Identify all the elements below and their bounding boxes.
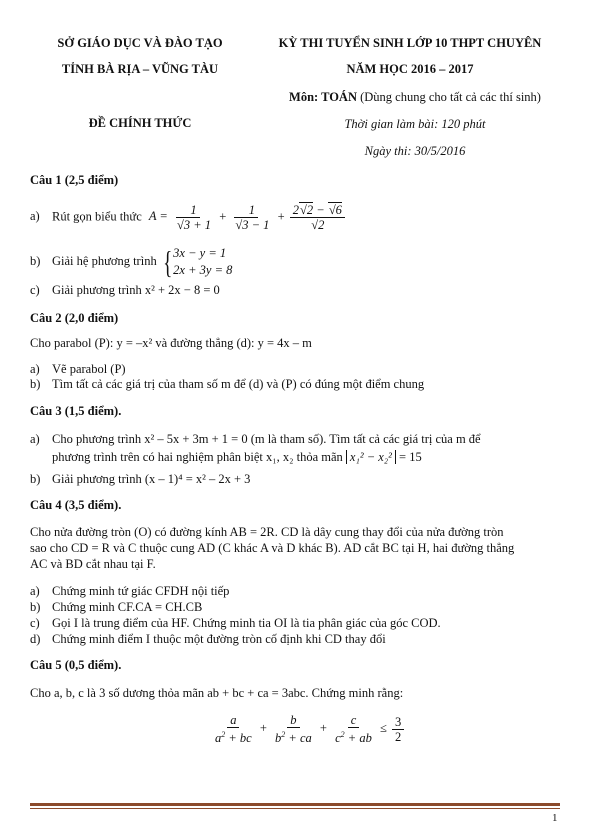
duration-text: Thời gian làm bài: 120 phút: [344, 117, 486, 131]
item-text: Giải phương trình (x – 1)⁴ = x² – 2x + 3: [52, 472, 251, 486]
item-label: a): [30, 584, 40, 598]
header-left: [20, 30, 260, 82]
leq-sign: ≤: [379, 720, 387, 735]
question-4b: [30, 600, 202, 615]
fraction-b: $\frac{b}{b^2 + ca}$: [275, 713, 312, 746]
question-4c: [30, 616, 441, 631]
subject-note: (Dùng chung cho tất cả các thí sinh): [356, 90, 541, 104]
item-label: c): [30, 283, 40, 297]
item-label: d): [30, 632, 41, 646]
absolute-value: x₁² − x₂²: [346, 450, 396, 464]
item-text: Cho phương trình x² – 5x + 3m + 1 = 0 (m là tham số). Tìm tất cả các giá trị của m để: [52, 432, 481, 446]
question-4a: [30, 584, 229, 599]
question-2b: [30, 377, 424, 392]
question-1-title: Câu 1 (2,5 điểm): [30, 173, 119, 187]
equation-2: 2x + 3y = 8: [173, 263, 233, 277]
item-label: b): [30, 377, 41, 391]
footer-rule-thin: [30, 808, 560, 809]
equation-rhs: = 15: [399, 450, 422, 464]
item-label: a): [30, 432, 40, 446]
department-name: SỞ GIÁO DỤC VÀ ĐÀO TẠO: [57, 36, 223, 50]
item-text: Chứng minh điểm I thuộc một đường tròn cố định khi CD thay đổi: [52, 632, 386, 646]
question-3a-line2: [52, 450, 422, 465]
fraction-three-halves: $\frac{3}{2}$: [392, 715, 404, 744]
item-label: b): [30, 472, 41, 486]
question-1b: [30, 245, 232, 279]
question-4-intro-2: sao cho CD = R và C thuộc cung AD (C khác A và D khác B). AD cắt BC tại H, hai đường thẳng: [30, 541, 515, 555]
item-label: b): [30, 253, 41, 268]
question-1a: a) Rút gọn biểu thức A = $\frac{1}{√3 + 1}$ + $\frac{1}{√3 - 1}$ + $\frac{2√2 - √6}{√2}$: [30, 203, 347, 232]
fraction-a: $\frac{a}{a^2 + bc}$: [215, 713, 252, 746]
item-text: Gọi I là trung điểm của HF. Chứng minh tia OI là tia phân giác của góc COD.: [52, 616, 441, 630]
question-1c: [30, 283, 220, 298]
header-right: [240, 30, 580, 82]
question-2a: [30, 362, 126, 377]
item-text: Rút gọn biểu thức: [52, 209, 142, 224]
system-brace: {: [162, 244, 173, 280]
question-4d: [30, 632, 386, 647]
question-4-intro-3: AC và BD cắt nhau tại F.: [30, 557, 156, 571]
inequality: $\frac{a}{a^2 + bc}$ + $\frac{b}{b^2 + ca}$ + $\frac{c}{c^2 + ab}$ ≤ $\frac{3}{2}$: [210, 713, 406, 745]
subject-label: Môn: TOÁN: [289, 90, 357, 104]
equation-1: 3x − y = 1: [173, 246, 227, 260]
question-4-title: Câu 4 (3,5 điểm).: [30, 498, 122, 512]
exam-name: KỲ THI TUYỂN SINH LỚP 10 THPT CHUYÊN: [278, 36, 542, 50]
exam-date: Ngày thi: 30/5/2016: [364, 144, 466, 158]
fraction-c: $\frac{c}{c^2 + ab}$: [335, 713, 372, 746]
item-text: Giải phương trình x² + 2x − 8 = 0: [52, 283, 220, 297]
fraction-2: $\frac{1}{√3 - 1}$: [235, 203, 270, 232]
question-3a-line1: [30, 432, 481, 447]
item-label: c): [30, 616, 40, 630]
subject-line: [245, 90, 585, 105]
question-5-intro: Cho a, b, c là 3 số dương thỏa mãn ab + bc + ca = 3abc. Chứng minh rằng:: [30, 686, 404, 700]
question-5-title: Câu 5 (0,5 điểm).: [30, 658, 122, 672]
fraction-1: $\frac{1}{√3 + 1}$: [177, 203, 212, 232]
item-label: a): [30, 362, 40, 376]
fraction-3: $\frac{2√2 - √6}{√2}$: [290, 203, 345, 232]
item-text: Giải hệ phương trình: [52, 253, 157, 268]
question-2-intro: Cho parabol (P): y = –x² và đường thẳng (d): y = 4x – m: [30, 336, 312, 350]
question-4-intro-1: Cho nửa đường tròn (O) có đường kính AB = 2R. CD là dây cung thay đổi của nửa đường tròn: [30, 525, 504, 539]
item-text: phương trình trên có hai nghiệm phân biệt x₁, x₂ thỏa mãn: [52, 450, 343, 464]
question-3-title: Câu 3 (1,5 điểm).: [30, 404, 122, 418]
question-3b: [30, 472, 250, 487]
footer-rule-thick: [30, 803, 560, 806]
expression-lhs: A =: [148, 209, 168, 224]
question-2-title: Câu 2 (2,0 điểm): [30, 311, 119, 325]
item-text: Chứng minh CF.CA = CH.CB: [52, 600, 203, 614]
equation-system: [173, 245, 232, 279]
item-text: Vẽ parabol (P): [52, 362, 126, 376]
official-stamp-text: ĐỀ CHÍNH THỨC: [88, 116, 192, 130]
item-text: Chứng minh tứ giác CFDH nội tiếp: [52, 584, 230, 598]
school-year: NĂM HỌC 2016 – 2017: [346, 62, 474, 76]
item-label: b): [30, 600, 41, 614]
province-name: TỈNH BÀ RỊA – VŨNG TÀU: [61, 62, 219, 76]
item-text: Tìm tất cả các giá trị của tham số m để (d) và (P) có đúng một điểm chung: [52, 377, 425, 391]
item-label: a): [30, 209, 40, 224]
page-number: 1: [552, 812, 558, 824]
